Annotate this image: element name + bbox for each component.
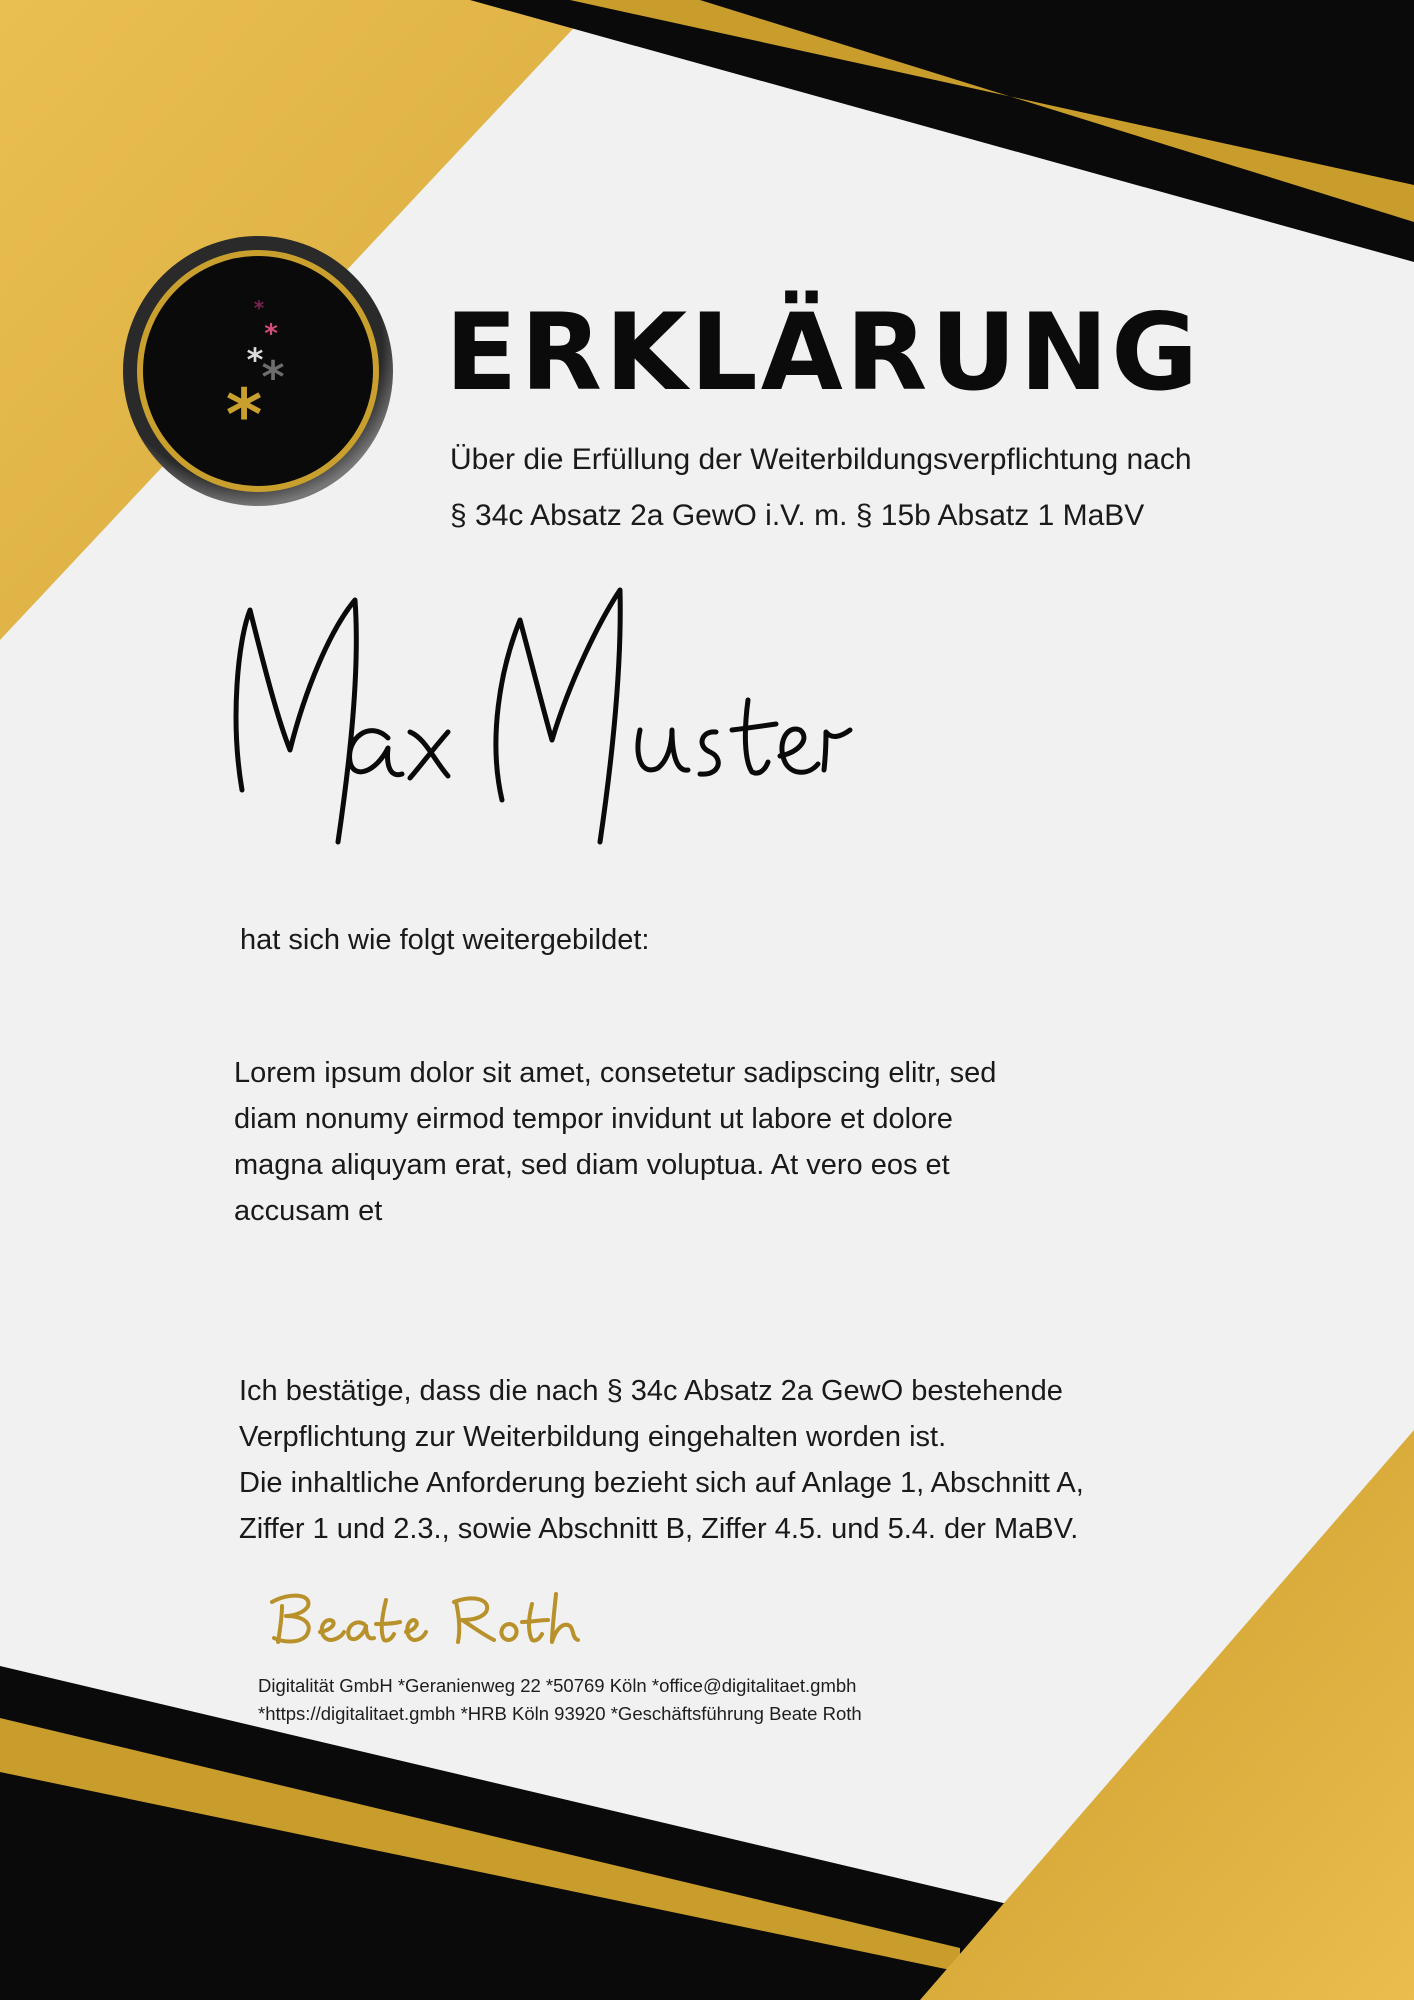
- black-stripe-top-right: [470, 0, 1414, 262]
- subtitle-line-1: Über die Erfüllung der Weiterbildungsverpflichtung nach: [450, 443, 1192, 476]
- description-line-1: Lorem ipsum dolor sit amet, consetetur sadipscing elitr, sed: [234, 1057, 997, 1089]
- subtitle-line-2: § 34c Absatz 2a GewO i.V. m. § 15b Absatz 1 MaBV: [450, 499, 1145, 532]
- footer: [258, 1672, 862, 1728]
- asterisk-logo-icon: [122, 235, 394, 507]
- confirmation-line-1: Ich bestätige, dass die nach § 34c Absatz 2a GewO bestehende: [239, 1375, 1063, 1407]
- footer-line-1: Digitalität GmbH *Geranienweg 22 *50769 Köln *office@digitalitaet.gmbh: [258, 1675, 857, 1696]
- svg-text:*: *: [253, 296, 265, 320]
- confirmation-line-3: Die inhaltliche Anforderung bezieht sich auf Anlage 1, Abschnitt A,: [239, 1467, 1084, 1499]
- svg-text:*: *: [264, 319, 278, 349]
- recipient-name-signature: [220, 580, 860, 860]
- footer-line-2: *https://digitalitaet.gmbh *HRB Köln 93920 *Geschäftsführung Beate Roth: [258, 1703, 862, 1724]
- svg-text:*: *: [246, 341, 264, 379]
- confirmation-paragraph: [239, 1368, 1289, 1552]
- description-line-4: accusam et: [234, 1195, 383, 1227]
- svg-text:*: *: [225, 374, 263, 456]
- description-line-2: diam nonumy eirmod tempor invidunt ut labore et dolore: [234, 1103, 953, 1135]
- description-line-3: magna aliquyam erat, sed diam voluptua. At vero eos et: [234, 1149, 950, 1181]
- intro-text: hat sich wie folgt weitergebildet:: [240, 924, 650, 956]
- svg-text:*: *: [261, 352, 285, 403]
- subtitle: [450, 432, 1192, 544]
- description-paragraph: [234, 1050, 1134, 1234]
- page-title: ERKLÄRUNG: [445, 291, 1202, 414]
- confirmation-line-4: Ziffer 1 und 2.3., sowie Abschnitt B, Ziffer 4.5. und 5.4. der MaBV.: [239, 1513, 1079, 1545]
- signatory-signature: [260, 1580, 590, 1650]
- confirmation-line-2: Verpflichtung zur Weiterbildung eingehalten worden ist.: [239, 1421, 947, 1453]
